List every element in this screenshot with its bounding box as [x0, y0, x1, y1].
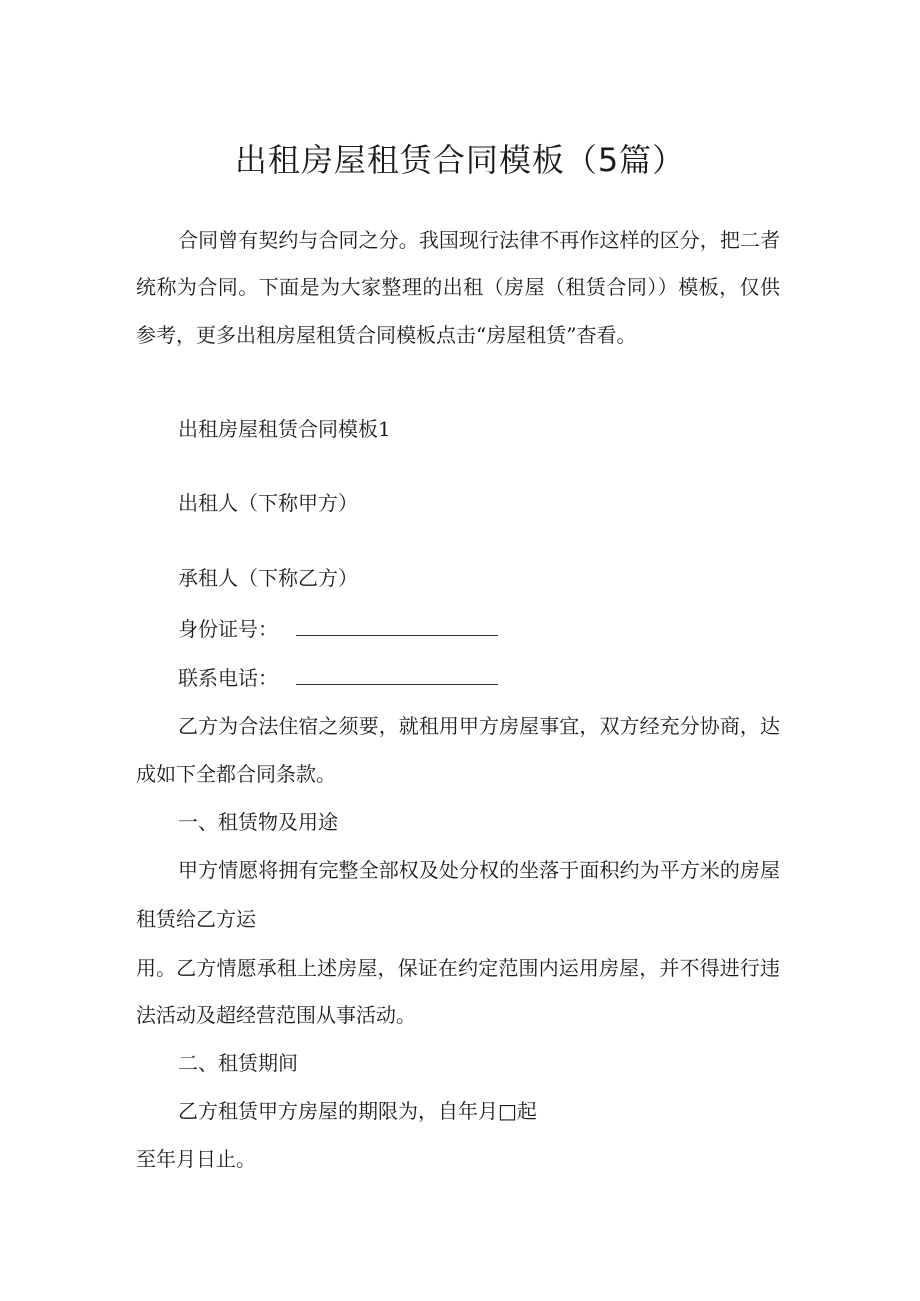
- phone-label: 联系电话：: [178, 666, 278, 690]
- section1-line-1: 甲方情愿将拥有完整全部权及处分权的坐落于面积约为平方米的房屋: [178, 858, 780, 882]
- template-heading: 出租房屋租赁合同模板1: [178, 417, 391, 441]
- section1-line-2: 租赁给乙方运: [136, 907, 256, 931]
- intro-line-2: 统称为合同。下面是为大家整理的出租（房屋（租赁合同））模板，仅供: [136, 275, 780, 299]
- document-title: 出租房屋租赁合同模板（5篇）: [234, 141, 686, 179]
- section1-line-3: 用。乙方情愿承租上述房屋，保证在约定范围内运用房屋，并不得进行违: [136, 956, 780, 980]
- id-number-label: 身份证号：: [178, 617, 278, 641]
- para1-line-2: 成如下全都合同条款。: [136, 762, 336, 786]
- phone-row: [178, 665, 498, 691]
- intro-line-1: 合同曾有契约与合同之分。我国现行法律不再作这样的区分，把二者: [178, 228, 780, 252]
- para1-line-1: 乙方为合法住宿之须要，就租用甲方房屋事宜，双方经充分协商，达: [178, 714, 780, 738]
- section2-line-1: 乙方租赁甲方房屋的期限为，自年月□起: [178, 1099, 537, 1123]
- lessee-line: 承租人（下称乙方）: [178, 566, 358, 590]
- id-number-blank: [296, 619, 498, 636]
- lessor-line: 出租人（下称甲方）: [178, 491, 358, 515]
- id-number-row: [178, 616, 498, 642]
- intro-line-3: 参考，更多出租房屋租赁合同模板点击“房屋租赁”杳看。: [136, 323, 637, 347]
- section2-heading: 二、租赁期间: [178, 1051, 298, 1075]
- section2-line-2: 至年月日止。: [136, 1147, 256, 1171]
- section1-line-4: 法活动及超经营范围从事活动。: [136, 1003, 416, 1027]
- phone-blank: [296, 668, 498, 685]
- section1-heading: 一、租赁物及用途: [178, 810, 338, 834]
